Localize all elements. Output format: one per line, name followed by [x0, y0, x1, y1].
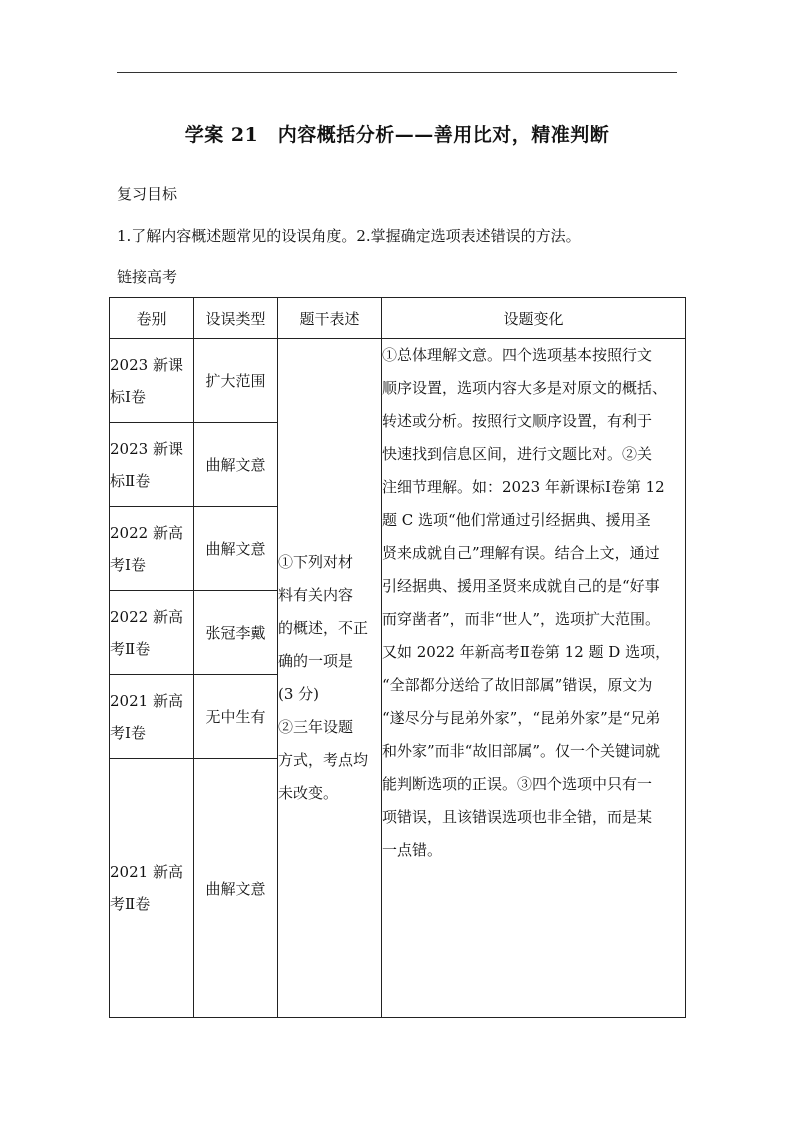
- volume-cell: 2023 新课 标Ⅰ卷: [110, 339, 194, 423]
- volume-cell: 2021 新高 考Ⅰ卷: [110, 675, 194, 759]
- error-type-cell: 扩大范围: [194, 339, 278, 423]
- error-type-cell: 曲解文意: [194, 507, 278, 591]
- exam-analysis-table: [109, 297, 686, 1018]
- error-type-cell: 曲解文意: [194, 423, 278, 507]
- header-error-type: 设误类型: [194, 298, 278, 339]
- volume-cell: 2021 新高 考Ⅱ卷: [110, 759, 194, 1018]
- header-stem: 题干表述: [278, 298, 382, 339]
- page-title: 学案 21 内容概括分析——善用比对，精准判断: [184, 124, 610, 146]
- error-type-cell: 曲解文意: [194, 759, 278, 1018]
- header-volume: 卷别: [110, 298, 194, 339]
- volume-cell: 2022 新高 考Ⅱ卷: [110, 591, 194, 675]
- review-goal-text: 1.了解内容概述题常见的设误角度。2.掌握确定选项表述错误的方法。: [117, 227, 581, 245]
- stem-cell: ①下列对材 料有关内容 的概述，不正 确的一项是 (3 分) ②三年设题 方式，考点均 未改变。: [278, 339, 382, 1018]
- volume-cell: 2023 新课 标Ⅱ卷: [110, 423, 194, 507]
- table-header-row: [110, 298, 686, 339]
- error-type-cell: 张冠李戴: [194, 591, 278, 675]
- header-rule: [117, 72, 677, 73]
- volume-cell: 2022 新高 考Ⅰ卷: [110, 507, 194, 591]
- error-type-cell: 无中生有: [194, 675, 278, 759]
- change-cell: ①总体理解文意。四个选项基本按照行文 顺序设置，选项内容大多是对原文的概括、 转述或分析。按照行文顺序设置，有利于 快速找到信息区间，进行文题比对。②关 注细节理解。如：2023 年新课标Ⅰ卷第 12 题 C 选项“他们常通过引经据典、援用圣 贤来成就自己”理解有误。结合上文，通过 引经据典、援用圣贤来成就自己的是“好事 而穿凿者”，而非“世人”，选项扩大范围。 又如 2022 年新高考Ⅱ卷第 12 题 D 选项， “全部都分送给了故旧部属”错误，原文为 “遂尽分与昆弟外家”，“昆弟外家”是“兄弟 和外家”而非“故旧部属”。仅一个关键词就 能判断选项的正误。③四个选项中只有一 项错误，且该错误选项也非全错，而是某 一点错。: [382, 339, 686, 1018]
- table-row: [110, 339, 686, 423]
- header-change: 设题变化: [382, 298, 686, 339]
- review-goal-heading: 复习目标: [117, 185, 178, 203]
- link-exam-heading: 链接高考: [117, 268, 178, 286]
